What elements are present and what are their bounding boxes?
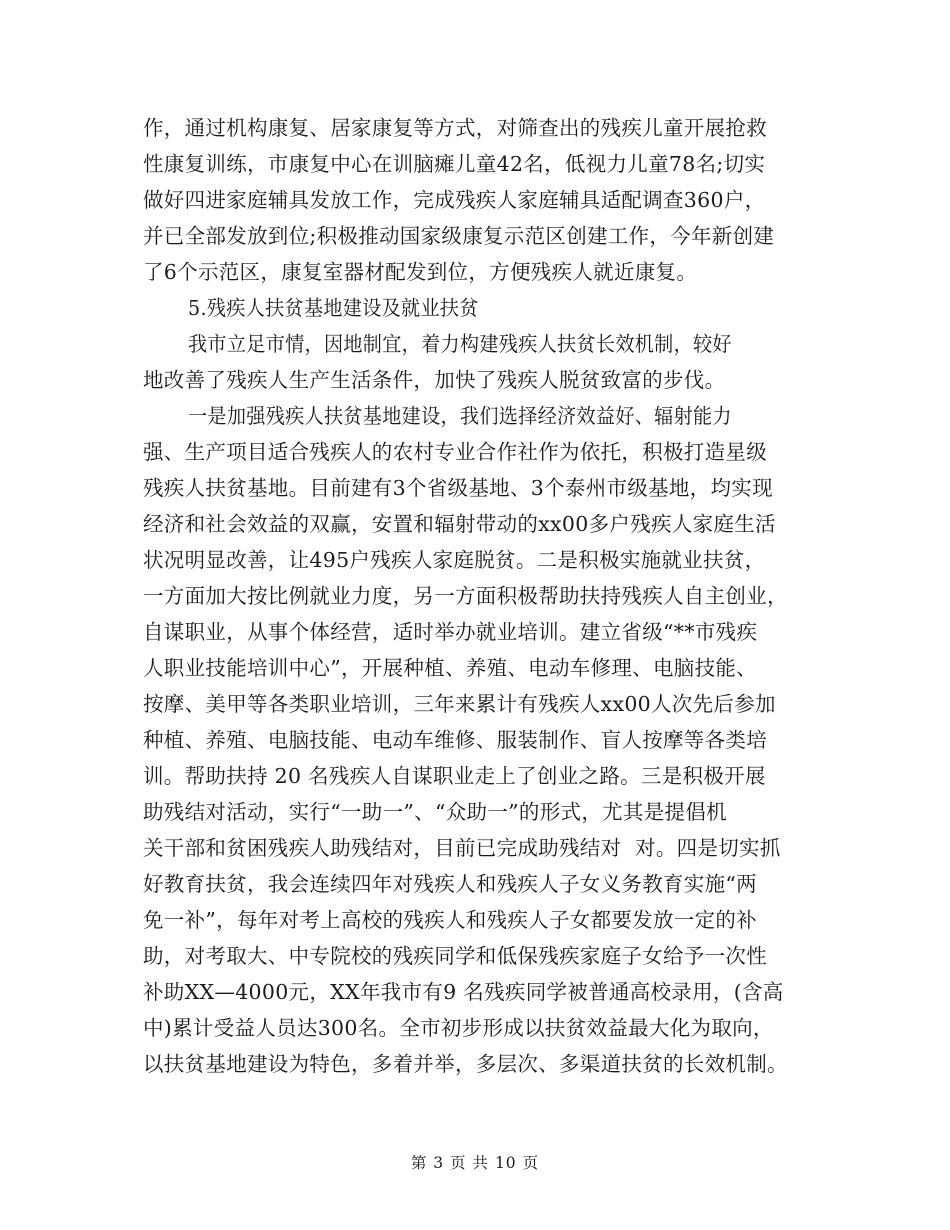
text-line: 强、生产项目适合残疾人的农村专业合作社作为依托，积极打造星级 xyxy=(143,440,767,464)
text-line: 并已全部发放到位;积极推动国家级康复示范区创建工作，今年新创建 xyxy=(143,224,775,248)
text-line: 助，对考取大、中专院校的残疾同学和低保残疾家庭子女给予一次性 xyxy=(143,944,767,968)
text-line: 好教育扶贫，我会连续四年对残疾人和残疾人子女义务教育实施“两 xyxy=(143,872,757,896)
text-line: 训。帮助扶持 20 名残疾人自谋职业走上了创业之路。三是积极开展 xyxy=(143,764,766,788)
text-line: 做好四进家庭辅具发放工作，完成残疾人家庭辅具适配调查360户， xyxy=(143,188,766,212)
text-line: 人职业技能培训中心”，开展种植、养殖、电动车修理、电脑技能、 xyxy=(143,656,757,680)
text-line: 一是加强残疾人扶贫基地建设，我们选择经济效益好、辐射能力 xyxy=(188,404,732,428)
text-line: 经济和社会效益的双赢，安置和辐射带动的xx00多户残疾人家庭生活 xyxy=(143,512,776,536)
text-line: 状况明显改善，让495户残疾人家庭脱贫。二是积极实施就业扶贫， xyxy=(143,548,766,572)
text-line: 一方面加大按比例就业力度，另一方面积极帮助扶持残疾人自主创业， xyxy=(143,584,788,608)
text-line: 按摩、美甲等各类职业培训，三年来累计有残疾人xx00人次先后参加 xyxy=(143,692,776,716)
section-heading: 5.残疾人扶贫基地建设及就业扶贫 xyxy=(188,296,479,320)
text-line: 以扶贫基地建设为特色，多着并举，多层次、多渠道扶贫的长效机制。 xyxy=(143,1052,788,1076)
text-line: 免一补”，每年对考上高校的残疾人和残疾人子女都要发放一定的补 xyxy=(143,908,757,932)
text-line: 地改善了残疾人生产生活条件，加快了残疾人脱贫致富的步伐。 xyxy=(143,368,726,392)
text-line: 助残结对活动，实行“一助一”、“众助一”的形式，尤其是提倡机 xyxy=(143,800,727,824)
page-footer: 第 3 页 共 10 页 xyxy=(410,1154,540,1172)
text-line: 中)累计受益人员达300名。全市初步形成以扶贫效益最大化为取向， xyxy=(143,1016,774,1040)
text-line: 关干部和贫困残疾人助残结对，目前已完成助残结对 对。四是切实抓 xyxy=(143,836,781,860)
text-line: 自谋职业，从事个体经营，适时举办就业培训。建立省级“**市残疾 xyxy=(143,620,758,644)
text-line: 了6个示范区，康复室器材配发到位，方便残疾人就近康复。 xyxy=(143,260,698,284)
text-line: 作，通过机构康复、居家康复等方式，对筛查出的残疾儿童开展抢救 xyxy=(143,116,767,140)
text-line: 补助XX—4000元，XX年我市有9 名残疾同学被普通高校录用，(含高 xyxy=(143,980,784,1004)
text-line: 种植、养殖、电脑技能、电动车维修、服装制作、盲人按摩等各类培 xyxy=(143,728,767,752)
text-line: 残疾人扶贫基地。目前建有3个省级基地、3个泰州市级基地，均实现 xyxy=(143,476,773,500)
text-line: 性康复训练，市康复中心在训脑瘫儿童42名，低视力儿童78名;切实 xyxy=(143,152,766,176)
text-line: 我市立足市情，因地制宜，着力构建残疾人扶贫长效机制，较好 xyxy=(188,332,732,356)
